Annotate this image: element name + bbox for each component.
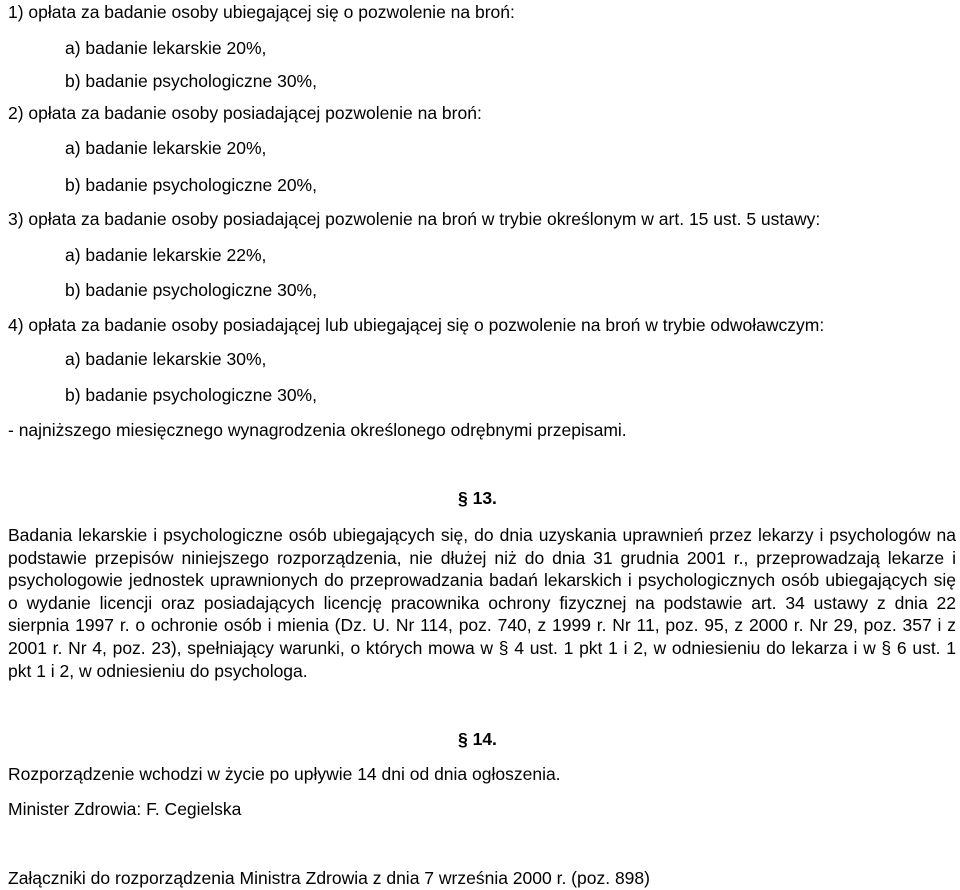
list-subitem-3a: a) badanie lekarskie 22%, bbox=[65, 245, 267, 265]
section-13-text: Badania lekarskie i psychologiczne osób ubiegających się, do dnia uzyskania uprawnień przez lekarzy i psychologów na podstawie przepisów niniejszego rozporządzenia, nie dłużej niż do dnia 31 grudnia 2001 r., przeprowadzają lekarze i psychologowie jednostek uprawnionych do przeprowadzania badań lekarskich i psychologicznych osób ubiegających się o wydanie licencji oraz posiadających licencję pracownika ochrony fizycznej na podstawie art. 34 ustawy z dnia 22 sierpnia 1997 r. o ochronie osób i mienia (Dz. U. Nr 114, poz. 740, z 1999 r. Nr 11, poz. 95, z 2000 r. Nr 29, poz. 357 i z 2001 r. Nr 4, poz. 23), spełniający warunki, o których mowa w § 4 ust. 1 pkt 1 i 2, w odniesieniu do lekarza i w § 6 ust. 1 pkt 1 i 2, w odniesieniu do psychologa. bbox=[8, 525, 956, 681]
list-subitem-4a: a) badanie lekarskie 30%, bbox=[65, 349, 267, 369]
list-subitem-2b: b) badanie psychologiczne 20%, bbox=[65, 175, 317, 195]
list-subitem-1a: a) badanie lekarskie 20%, bbox=[65, 38, 267, 58]
list-footnote: - najniższego miesięcznego wynagrodzenia określonego odrębnymi przepisami. bbox=[8, 420, 627, 440]
attachments-title: Załączniki do rozporządzenia Ministra Zdrowia z dnia 7 września 2000 r. (poz. 898) bbox=[8, 868, 650, 888]
list-item-4: 4) opłata za badanie osoby posiadającej lub ubiegającej się o pozwolenie na broń w trybie odwoławczym: bbox=[8, 315, 825, 335]
list-item-3: 3) opłata za badanie osoby posiadającej pozwolenie na broń w trybie określonym w art. 15 ust. 5 ustawy: bbox=[8, 209, 821, 229]
section-14-heading: § 14. bbox=[458, 729, 497, 749]
list-item-1: 1) opłata za badanie osoby ubiegającej się o pozwolenie na broń: bbox=[8, 2, 515, 22]
list-subitem-2a: a) badanie lekarskie 20%, bbox=[65, 138, 267, 158]
section-13-heading: § 13. bbox=[458, 488, 497, 508]
list-subitem-3b: b) badanie psychologiczne 30%, bbox=[65, 280, 317, 300]
list-subitem-4b: b) badanie psychologiczne 30%, bbox=[65, 385, 317, 405]
signature: Minister Zdrowia: F. Cegielska bbox=[8, 799, 242, 819]
list-subitem-1b: b) badanie psychologiczne 30%, bbox=[65, 71, 317, 91]
list-item-2: 2) opłata za badanie osoby posiadającej pozwolenie na broń: bbox=[8, 103, 482, 123]
section-14-text: Rozporządzenie wchodzi w życie po upływie 14 dni od dnia ogłoszenia. bbox=[8, 764, 561, 784]
